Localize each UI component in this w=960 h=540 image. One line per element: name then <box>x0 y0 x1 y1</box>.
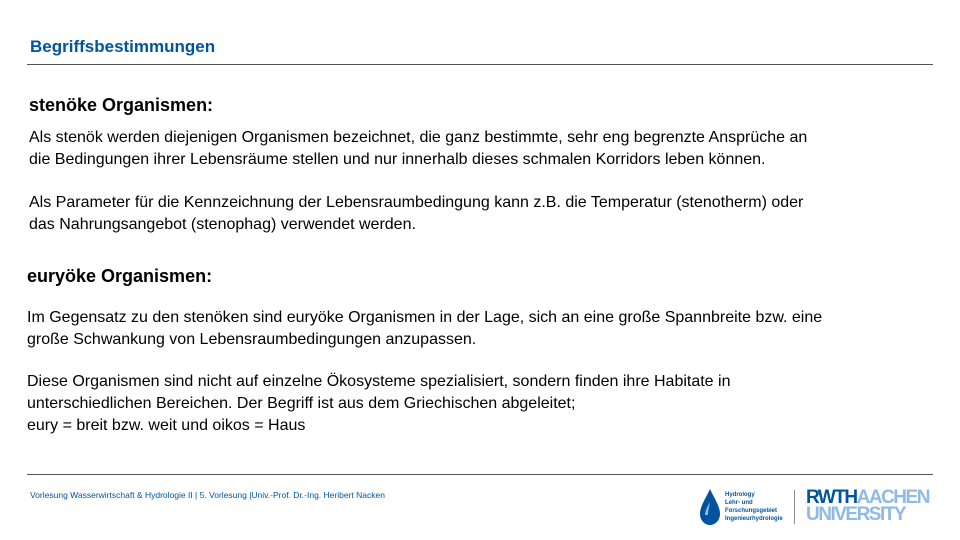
institute-logo-line: Lehr- und <box>725 500 753 506</box>
footer-lecture-info: Vorlesung Wasserwirtschaft & Hydrologie II | 5. Vorlesung |Univ.-Prof. Dr.-Ing. Heribert Nacken <box>30 490 385 500</box>
stenoeke-paragraph-1 <box>29 127 807 171</box>
rwth-logo-rwth: RWTH <box>806 487 857 508</box>
euryoeke-paragraph-2 <box>27 371 730 437</box>
header-divider <box>27 64 933 65</box>
euryoeke-paragraph-1 <box>27 307 822 351</box>
text-line: Im Gegensatz zu den stenöken sind euryöke Organismen in der Lage, sich an eine große Spannbreite bzw. eine <box>27 309 823 326</box>
rwth-logo-aachen: AACHEN <box>856 487 929 508</box>
rwth-aachen-university-logo <box>806 489 929 523</box>
institute-logo <box>698 488 783 528</box>
footer-divider <box>27 474 933 475</box>
institute-logo-line: Ingenieurhydrologie <box>725 516 783 522</box>
text-line: eury = breit bzw. weit und oikos = Haus <box>27 417 306 434</box>
rwth-logo-line2: UNIVERSITY <box>806 504 906 525</box>
text-line: große Schwankung von Lebensraumbedingungen anzupassen. <box>27 331 477 348</box>
stenoeke-paragraph-2 <box>29 192 803 236</box>
text-line: das Nahrungsangebot (stenophag) verwendet werden. <box>29 216 416 233</box>
text-line: Als stenök werden diejenigen Organismen bezeichnet, die ganz bestimmte, sehr eng begrenzte Ansprüche an <box>29 129 808 146</box>
text-line: unterschiedlichen Bereichen. Der Begriff ist aus dem Griechischen abgeleitet; <box>27 395 576 412</box>
section-heading-euryoeke: euryöke Organismen: <box>27 266 213 286</box>
text-line: Diese Organismen sind nicht auf einzelne Ökosysteme spezialisiert, sondern finden ihre Habitate in <box>27 373 731 390</box>
water-drop-icon <box>698 488 722 526</box>
section-heading-stenoeke: stenöke Organismen: <box>29 95 214 115</box>
institute-logo-line: Hydrology <box>725 492 755 498</box>
institute-logo-line: Forschungsgebiet <box>725 508 778 514</box>
text-line: die Bedingungen ihrer Lebensräume stellen und nur innerhalb dieses schmalen Korridors leben können. <box>29 151 766 168</box>
logo-divider <box>794 490 795 524</box>
page-title: Begriffsbestimmungen <box>30 37 216 56</box>
text-line: Als Parameter für die Kennzeichnung der Lebensraumbedingung kann z.B. die Temperatur (stenotherm) oder <box>29 194 804 211</box>
